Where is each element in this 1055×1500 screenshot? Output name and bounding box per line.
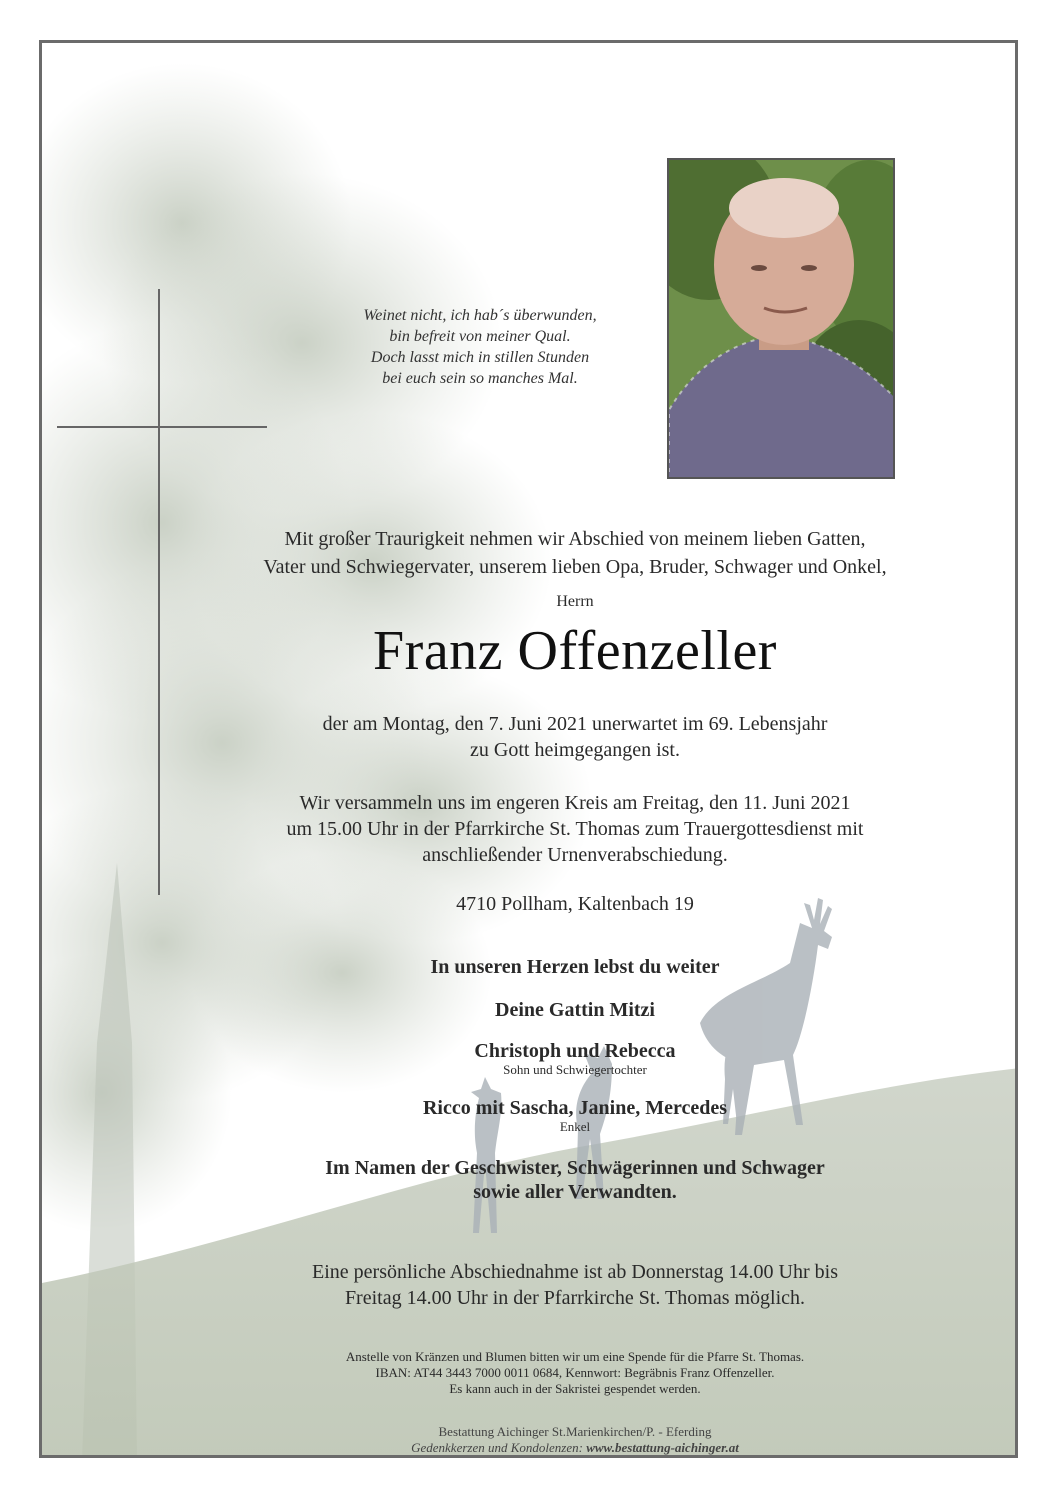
intro-line-2: Vater und Schwiegervater, unserem lieben Opa, Bruder, Schwager und Onkel, <box>263 556 887 578</box>
mourner-relatives <box>150 1156 1000 1204</box>
service-line-1: Wir versammeln uns im engeren Kreis am Freitag, den 11. Juni 2021 <box>299 792 851 814</box>
condolence-line <box>150 1440 1000 1456</box>
salutation: Herrn <box>556 593 594 610</box>
intro-line-1: Mit großer Traurigkeit nehmen wir Abschied von meinem lieben Gatten, <box>284 528 866 550</box>
relatives-line-1: Im Namen der Geschwister, Schwägerinnen und Schwager <box>325 1157 825 1179</box>
donation-line-2: IBAN: AT44 3443 7000 0011 0684, Kennwort: Begräbnis Franz Offenzeller. <box>375 1365 775 1380</box>
condolence-label: Gedenkkerzen und Kondolenzen: <box>411 1440 583 1455</box>
verse-line: bei euch sein so manches Mal. <box>382 370 578 387</box>
mourner-children <box>150 1039 1000 1077</box>
mourners-heading: In unseren Herzen lebst du weiter <box>430 956 720 978</box>
grandchildren-relation: Enkel <box>559 1119 591 1134</box>
wife-name: Deine Gattin Mitzi <box>495 999 655 1021</box>
footer <box>150 1424 1000 1456</box>
relatives-line-2: sowie aller Verwandten. <box>473 1181 677 1203</box>
deceased-name: Franz Offenzeller <box>373 620 777 682</box>
mourner-wife <box>150 998 1000 1022</box>
service-line-3: anschließender Urnenverabschiedung. <box>422 844 728 866</box>
donation-note <box>150 1349 1000 1397</box>
children-relation: Sohn und Schwiegertochter <box>503 1062 647 1077</box>
death-notice-line-1: der am Montag, den 7. Juni 2021 unerwartet im 69. Lebensjahr <box>322 713 828 735</box>
donation-line-3: Es kann auch in der Sakristei gespendet werden. <box>449 1381 701 1396</box>
service-line-2: um 15.00 Uhr in der Pfarrkirche St. Thomas zum Trauergottesdienst mit <box>286 818 864 840</box>
farewell-viewing <box>150 1259 1000 1311</box>
mourner-grandchildren <box>150 1096 1000 1134</box>
family-address: 4710 Pollham, Kaltenbach 19 <box>456 893 694 915</box>
grandchildren-names: Ricco mit Sascha, Janine, Mercedes <box>422 1097 728 1119</box>
farewell-line-2: Freitag 14.00 Uhr in der Pfarrkirche St. Thomas möglich. <box>344 1287 806 1309</box>
service-details <box>150 790 1000 868</box>
verse-line: Doch lasst mich in stillen Stunden <box>370 349 590 366</box>
death-notice-line-2: zu Gott heimgegangen ist. <box>470 739 680 761</box>
website-link[interactable]: www.bestattung-aichinger.at <box>586 1440 739 1455</box>
death-notice <box>150 711 1000 763</box>
donation-line-1: Anstelle von Kränzen und Blumen bitten wir um eine Spende für die Pfarre St. Thomas. <box>345 1349 805 1364</box>
cross-horizontal-bar <box>57 426 267 428</box>
portrait-photo <box>667 158 895 479</box>
memorial-verse <box>300 305 660 389</box>
announcement-intro <box>150 525 1000 581</box>
portrait-image <box>669 160 895 479</box>
verse-line: Weinet nicht, ich hab´s überwunden, <box>363 307 597 324</box>
farewell-line-1: Eine persönliche Abschiednahme ist ab Donnerstag 14.00 Uhr bis <box>312 1261 838 1283</box>
children-names: Christoph und Rebecca <box>474 1040 676 1062</box>
undertaker-name: Bestattung Aichinger St.Marienkirchen/P. - Eferding <box>438 1424 712 1439</box>
verse-line: bin befreit von meiner Qual. <box>389 328 571 345</box>
